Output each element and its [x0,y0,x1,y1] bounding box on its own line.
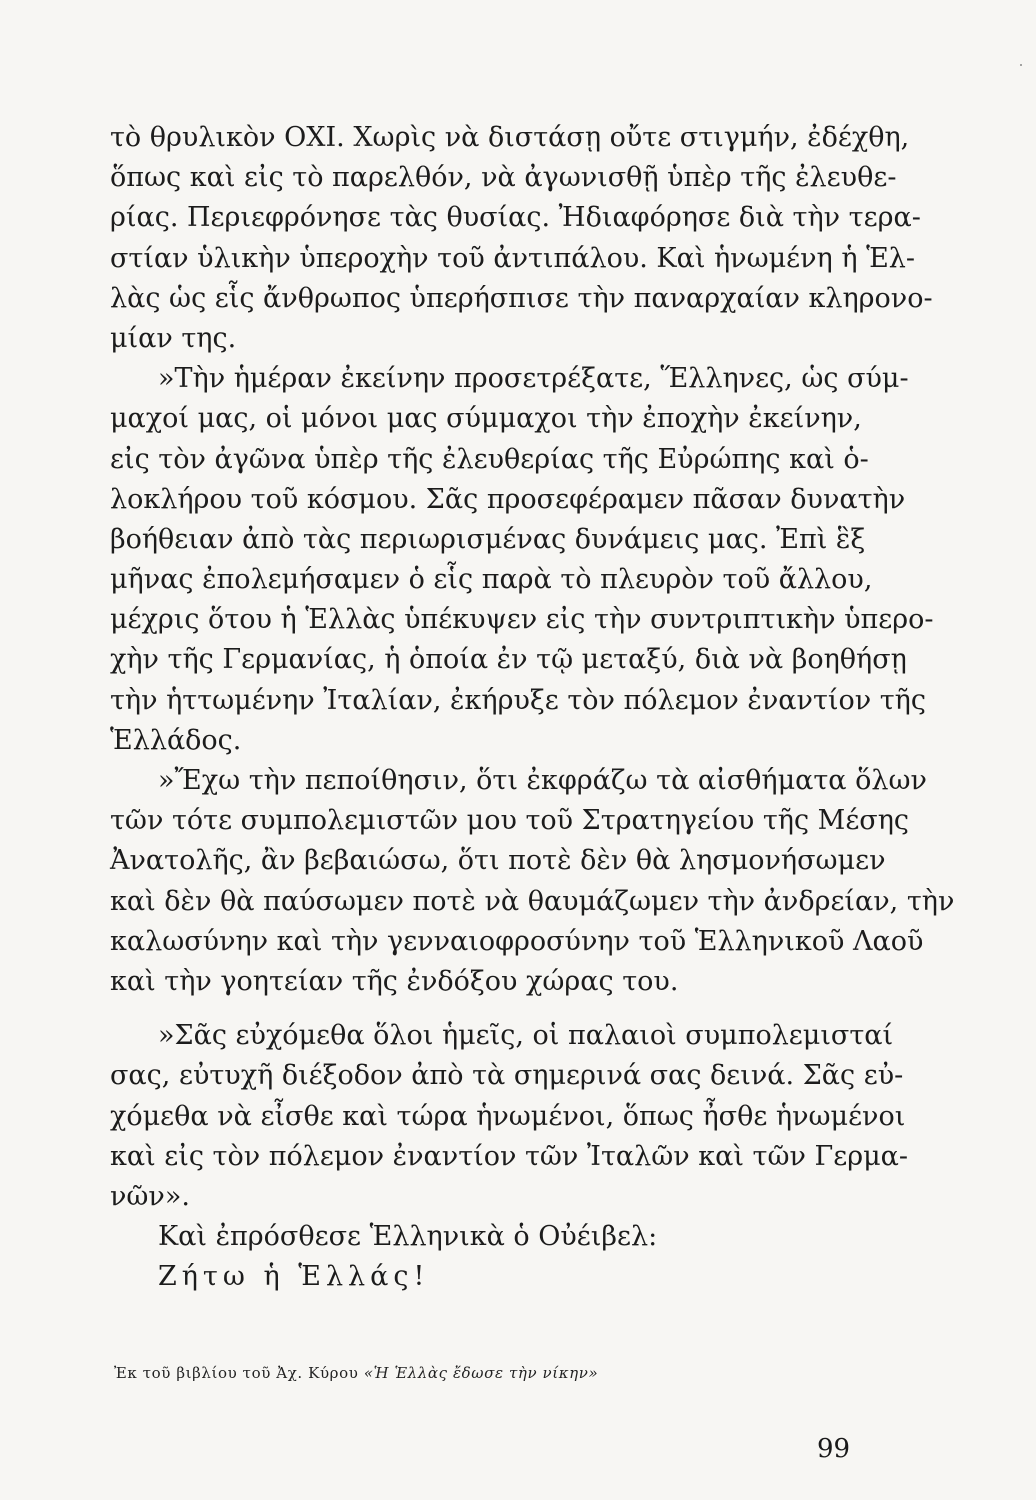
text-line: Ἑλλάδος. [110,724,242,756]
text-line: »Ἔχω τὴν πεποίθησιν, ὅτι ἐκφράζω τὰ αἰσθήματα ὅλων [158,765,927,796]
text-line: μῆνας ἐπολεμήσαμεν ὁ εἷς παρὰ τὸ πλευρὸν τοῦ ἄλλου, [110,564,873,596]
text-line: σας, εὐτυχῆ διέξοδον ἀπὸ τὰ σημερινά σας δεινά. Σᾶς εὐ- [110,1060,904,1092]
text-line: ὅπως καὶ εἰς τὸ παρελθόν, νὰ ἀγωνισθῇ ὑπὲρ τῆς ἐλευθε- [110,162,897,194]
text-line: καλωσύνην καὶ τὴν γενναιοφροσύνην τοῦ Ἑλληνικοῦ Λαοῦ [110,925,924,957]
text-line: χὴν τῆς Γερμανίας, ἡ ὁποία ἐν τῷ μεταξύ, διὰ νὰ βοηθήσῃ [110,644,907,676]
text-line: καὶ τὴν γοητείαν τῆς ἐνδόξου χώρας του. [110,965,679,997]
text-line: καὶ εἰς τὸν πόλεμον ἐναντίον τῶν Ἰταλῶν καὶ τῶν Γερμα- [110,1140,909,1172]
text-line: τὸ θρυλικὸν ΟΧΙ. Χωρὶς νὰ διστάσῃ οὔτε στιγμήν, ἐδέχθη, [110,122,910,153]
text-line: μέχρις ὅτου ἡ Ἑλλὰς ὑπέκυψεν εἰς τὴν συντριπτικὴν ὑπερο- [110,604,934,636]
text-line: καὶ δὲν θὰ παύσωμεν ποτὲ νὰ θαυμάζωμεν τὴν ἀνδρείαν, τὴν [110,885,955,917]
text-line: Ἀνατολῆς, ἂν βεβαιώσω, ὅτι ποτὲ δὲν θὰ λησμονήσωμεν [110,845,886,877]
text-line: νῶν». [110,1180,190,1212]
page-number: 99 [817,1434,851,1464]
text-line: μαχοί μας, οἱ μόνοι μας σύμμαχοι τὴν ἐποχὴν ἐκείνην, [110,403,862,435]
text-line: χόμεθα νὰ εἶσθε καὶ τώρα ἡνωμένοι, ὅπως ἦσθε ἡνωμένοι [110,1100,906,1132]
text-line: »Σᾶς εὐχόμεθα ὅλοι ἡμεῖς, οἱ παλαιοὶ συμπολεμισταί [158,1020,894,1052]
text-line: στίαν ὑλικὴν ὑπεροχὴν τοῦ ἀντιπάλου. Καὶ ἡνωμένη ἡ Ἑλ- [110,242,916,274]
closing-exclamation: Ζήτω ἡ Ἑλλάς! [158,1261,430,1293]
text-line: »Τὴν ἡμέραν ἐκείνην προσετρέξατε, Ἕλληνες, ὡς σύμ- [158,363,909,395]
text-line: τῶν τότε συμπολεμιστῶν μου τοῦ Στρατηγείου τῆς Μέσης [110,805,910,837]
paper-speck [1020,64,1022,66]
text-line: Καὶ ἐπρόσθεσε Ἑλληνικὰ ὁ Οὐέιβελ: [158,1221,658,1253]
text-line: μίαν της. [110,322,237,354]
main-text [110,118,955,1297]
text-line: βοήθειαν ἀπὸ τὰς περιωρισμένας δυνάμεις μας. Ἐπὶ ἓξ [110,523,866,555]
text-line: ρίας. Περιεφρόνησε τὰς θυσίας. Ἠδιαφόρησε διὰ τὴν τερα- [110,202,921,234]
text-line: λὰς ὡς εἷς ἄνθρωπος ὑπερήσπισε τὴν παναρχαίαν κληρονο- [110,282,933,314]
footnote-source: Ἐκ τοῦ βιβλίου τοῦ Ἀχ. Κύρου [114,1364,359,1382]
footnote-book-title: «Ἡ Ἑλλὰς ἔδωσε τὴν νίκην» [363,1364,599,1382]
footnote [114,1364,598,1382]
text-line: εἰς τὸν ἀγῶνα ὑπὲρ τῆς ἐλευθερίας τῆς Εὐρώπης καὶ ὁ- [110,443,869,475]
text-line: τὴν ἡττωμένην Ἰταλίαν, ἐκήρυξε τὸν πόλεμον ἐναντίον τῆς [110,684,926,716]
text-line: λοκλήρου τοῦ κόσμου. Σᾶς προσεφέραμεν πᾶσαν δυνατὴν [110,483,906,515]
